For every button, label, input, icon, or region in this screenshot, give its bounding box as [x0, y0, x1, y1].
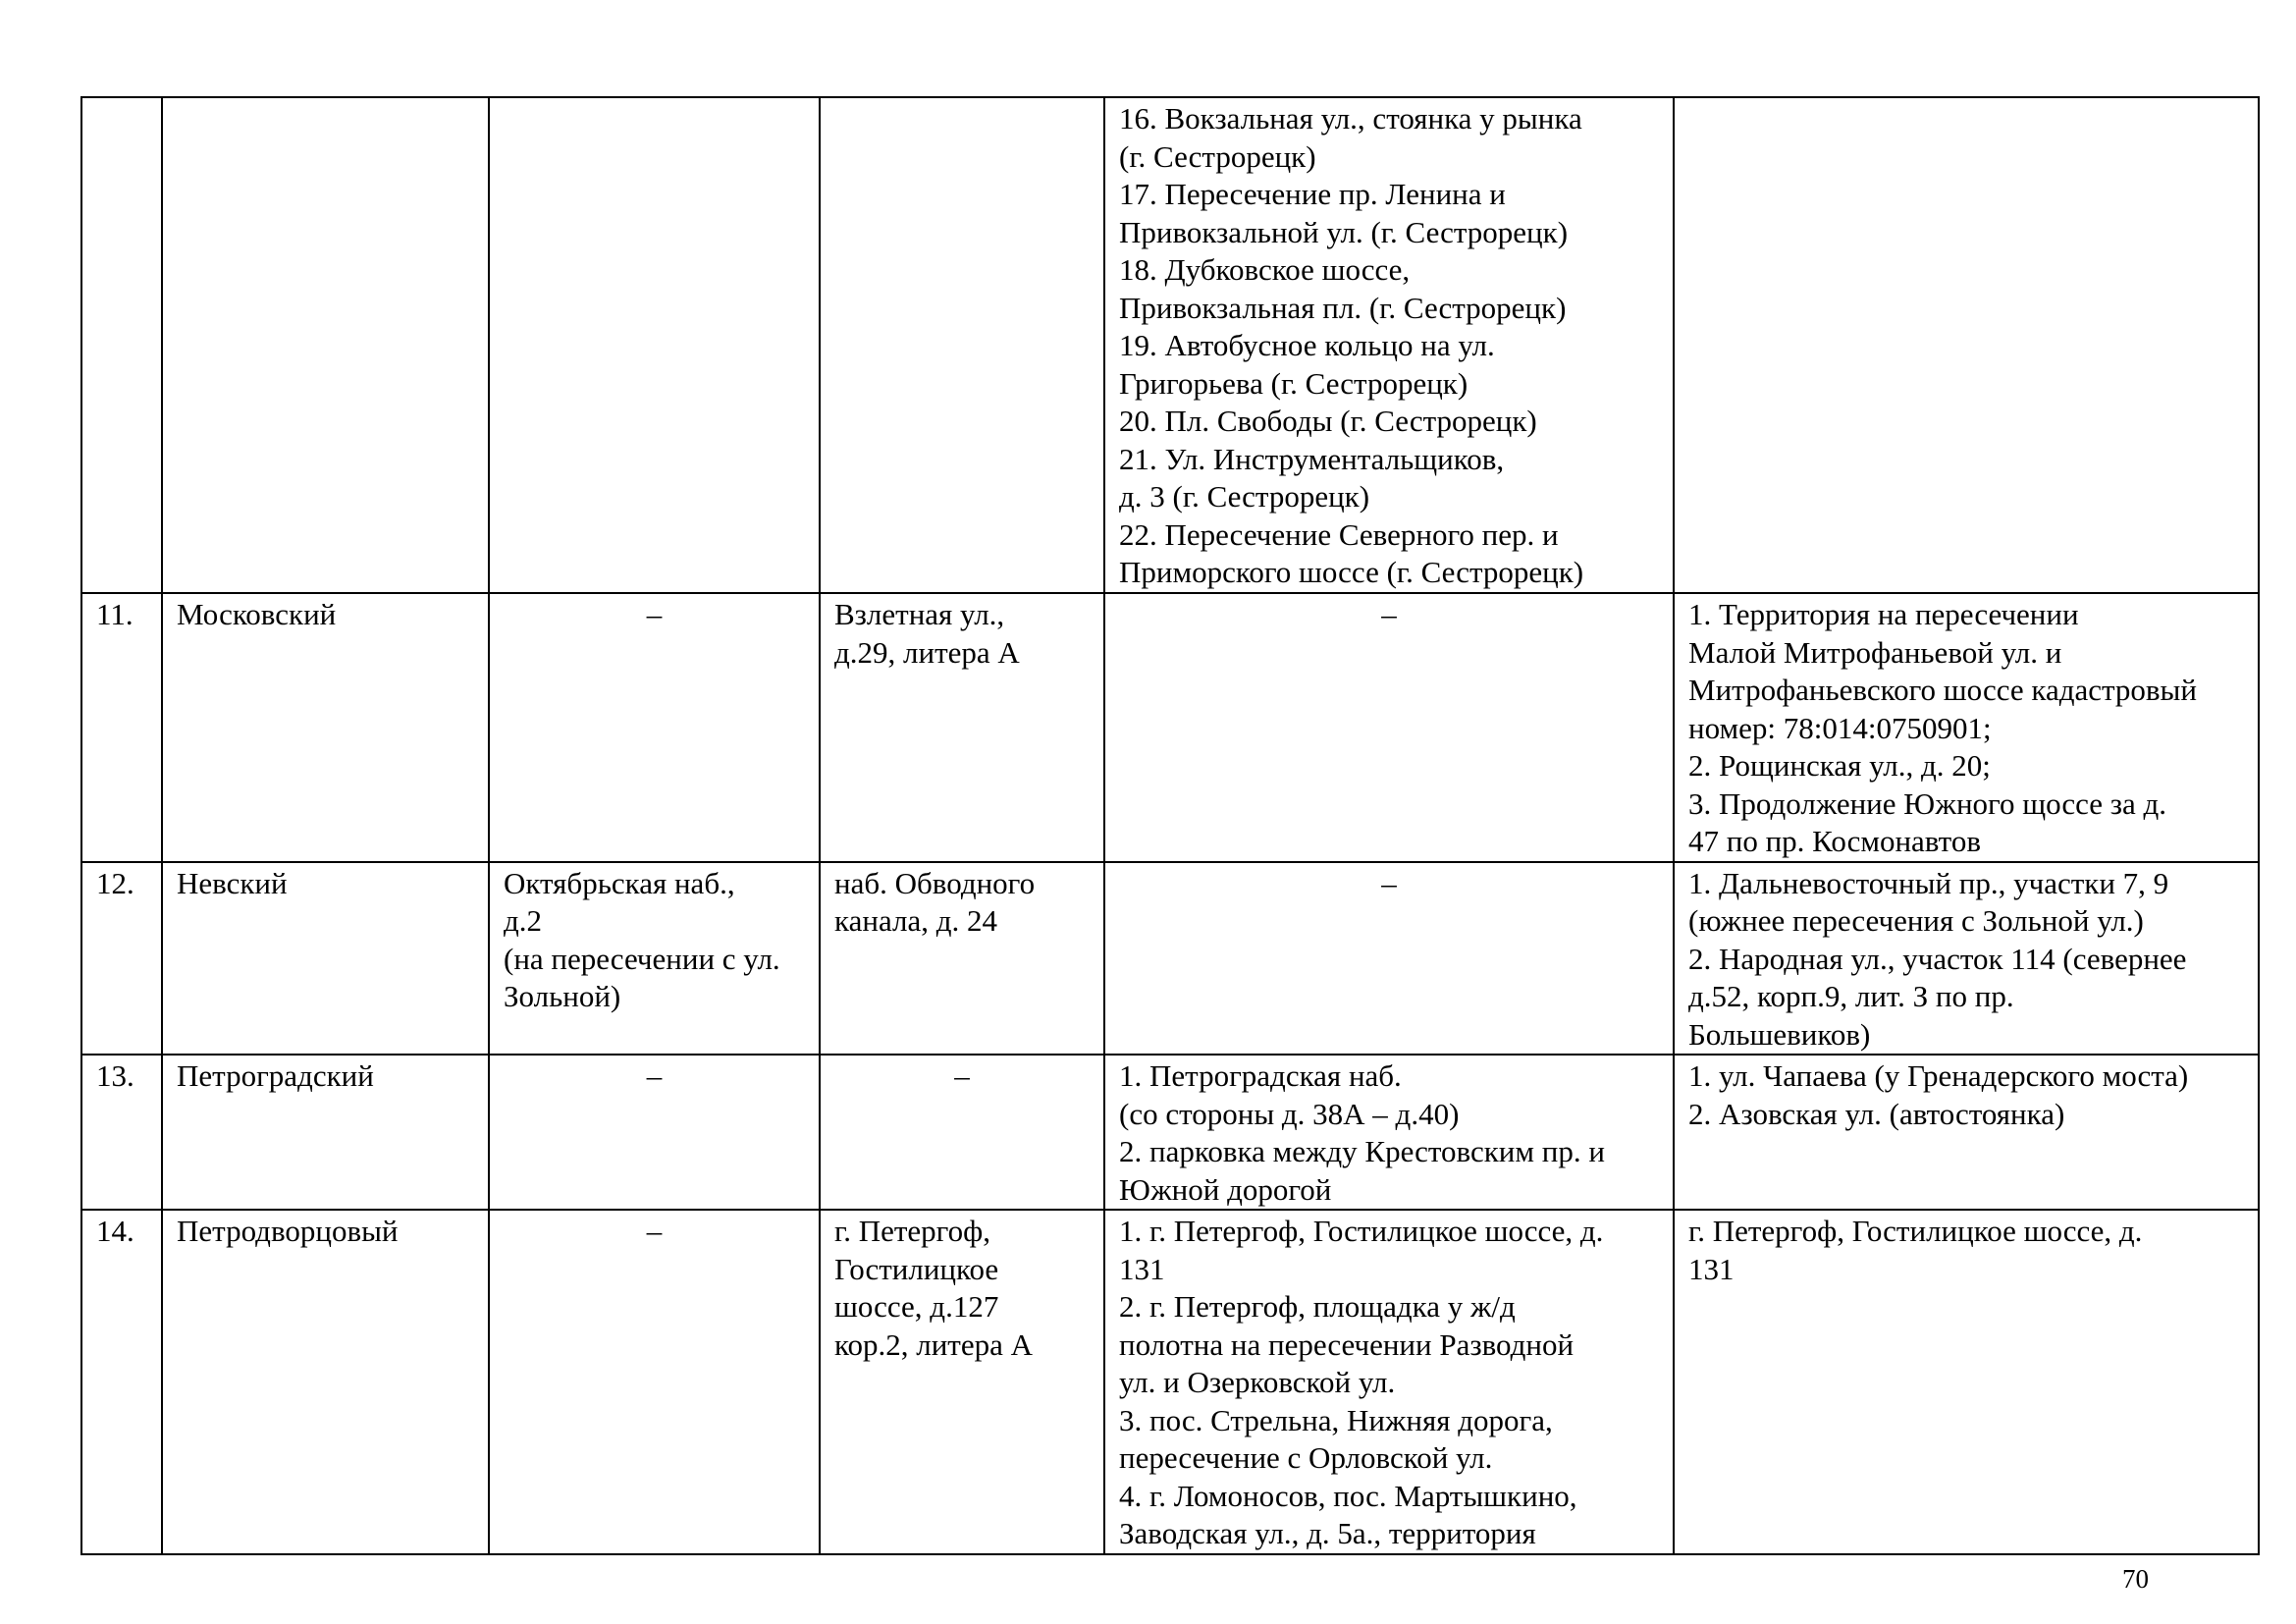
cell-line: 17. Пересечение пр. Ленина и — [1119, 177, 1506, 211]
cell-line: г. Петергоф, Гостилицкое шоссе, д. — [1688, 1214, 2143, 1248]
cell-line: кор.2, литера А — [834, 1326, 1033, 1362]
cell-line: пересечение с Орловской ул. — [1119, 1440, 1493, 1475]
cell-line: Митрофаньевского шоссе кадастровый — [1688, 673, 2197, 707]
column-4-cell: – — [820, 1055, 1104, 1210]
cell-line: 2. Народная ул., участок 114 (севернее — [1688, 941, 2187, 976]
cell-line: 22. Пересечение Северного пер. и — [1119, 516, 1559, 552]
cell-line: 2. Азовская ул. (автостоянка) — [1688, 1096, 2065, 1131]
cell-line: д. 3 (г. Сестрорецк) — [1119, 479, 1370, 514]
district-cell: Петродворцовый — [162, 1210, 489, 1554]
district-cell: Петроградский — [162, 1055, 489, 1210]
cell-line: Большевиков) — [1688, 1016, 1871, 1052]
cell-line: 4. г. Ломоносов, пос. Мартышкино, — [1119, 1478, 1577, 1513]
cell-line: номер: 78:014:0750901; — [1688, 710, 1992, 745]
cell-line: (на пересечении с ул. — [504, 941, 780, 976]
cell-line: д.2 — [504, 903, 543, 938]
column-5-cell — [1104, 97, 1674, 593]
cell-line: Зольной) — [504, 979, 621, 1013]
cell-line: 16. Вокзальная ул., стоянка у рынка — [1119, 101, 1582, 135]
cell-line: Привокзальной ул. (г. Сестрорецк) — [1119, 214, 1569, 249]
cell-line: (со стороны д. 38А – д.40) — [1119, 1096, 1460, 1131]
cell-line: 2. г. Петергоф, площадка у ж/д — [1119, 1289, 1516, 1324]
cell-line: 3. пос. Стрельна, Нижняя дорога, — [1119, 1402, 1553, 1437]
column-6-cell — [1674, 1210, 2259, 1554]
cell-line: Октябрьская наб., — [504, 865, 735, 900]
column-5-cell: – — [1104, 862, 1674, 1056]
cell-line: 21. Ул. Инструментальщиков, — [1119, 441, 1505, 476]
cell-line: Григорьева (г. Сестрорецк) — [1119, 365, 1468, 401]
cell-line: 47 по пр. Космонавтов — [1688, 824, 1981, 858]
district-cell: Невский — [162, 862, 489, 1056]
table-row — [81, 1210, 2259, 1554]
cell-line: д.52, корп.9, лит. З по пр. — [1688, 979, 2014, 1013]
cell-line: наб. Обводного — [834, 865, 1036, 900]
column-3-cell — [489, 862, 820, 1056]
column-5-cell — [1104, 1210, 1674, 1554]
cell-line: Привокзальная пл. (г. Сестрорецк) — [1119, 290, 1567, 325]
cell-line: ул. и Озерковской ул. — [1119, 1365, 1396, 1399]
cell-line: 20. Пл. Свободы (г. Сестрорецк) — [1119, 404, 1537, 438]
row-number-cell — [81, 97, 162, 593]
cell-line: 2. Рощинская ул., д. 20; — [1688, 748, 1991, 783]
column-4-cell — [820, 1210, 1104, 1554]
column-4-cell — [820, 862, 1104, 1056]
cell-line: Заводская ул., д. 5а., территория — [1119, 1516, 1536, 1550]
row-number-cell: 11. — [81, 593, 162, 862]
cell-line: 18. Дубковское шоссе, — [1119, 252, 1411, 287]
cell-line: 131 — [1119, 1251, 1165, 1286]
row-number-cell: 12. — [81, 862, 162, 1056]
cell-line: 19. Автобусное кольцо на ул. — [1119, 328, 1495, 362]
cell-line: 3. Продолжение Южного щоссе за д. — [1688, 785, 2167, 821]
district-cell — [162, 97, 489, 593]
cell-line: 1. Территория на пересечении — [1688, 597, 2079, 631]
page-number: 70 — [2122, 1564, 2149, 1594]
table-row — [81, 97, 2259, 593]
cell-line: канала, д. 24 — [834, 903, 997, 938]
column-3-cell: – — [489, 593, 820, 862]
cell-line: Малой Митрофаньевой ул. и — [1688, 634, 2062, 670]
cell-line: 1. Дальневосточный пр., участки 7, 9 — [1688, 865, 2169, 900]
column-6-cell — [1674, 593, 2259, 862]
row-number-cell: 14. — [81, 1210, 162, 1554]
column-3-cell: – — [489, 1055, 820, 1210]
cell-line: полотна на пересечении Разводной — [1119, 1326, 1575, 1362]
cell-line: г. Петергоф, — [834, 1214, 990, 1248]
cell-line: 1. г. Петергоф, Гостилицкое шоссе, д. — [1119, 1214, 1604, 1248]
cell-line: д.29, литера А — [834, 634, 1020, 670]
column-4-cell — [820, 593, 1104, 862]
district-cell: Московский — [162, 593, 489, 862]
table-row — [81, 1055, 2259, 1210]
column-6-cell — [1674, 862, 2259, 1056]
column-4-cell — [820, 97, 1104, 593]
column-5-cell — [1104, 1055, 1674, 1210]
cell-line: 131 — [1688, 1251, 1735, 1286]
column-6-cell — [1674, 1055, 2259, 1210]
table-row — [81, 862, 2259, 1056]
cell-line: шоссе, д.127 — [834, 1289, 999, 1324]
cell-line: Гостилицкое — [834, 1251, 999, 1286]
locations-table — [80, 96, 2260, 1555]
cell-line: 2. парковка между Крестовским пр. и — [1119, 1134, 1605, 1168]
column-3-cell — [489, 97, 820, 593]
cell-line: Приморского шоссе (г. Сестрорецк) — [1119, 555, 1584, 589]
cell-line: (южнее пересечения с Зольной ул.) — [1688, 903, 2144, 938]
cell-line: 1. Петроградская наб. — [1119, 1058, 1402, 1093]
column-6-cell — [1674, 97, 2259, 593]
cell-line: Взлетная ул., — [834, 597, 1005, 631]
cell-line: 1. ул. Чапаева (у Гренадерского моста) — [1688, 1058, 2189, 1093]
table-row — [81, 593, 2259, 862]
column-3-cell: – — [489, 1210, 820, 1554]
column-5-cell: – — [1104, 593, 1674, 862]
cell-line: (г. Сестрорецк) — [1119, 138, 1316, 174]
row-number-cell: 13. — [81, 1055, 162, 1210]
cell-line: Южной дорогой — [1119, 1171, 1332, 1207]
